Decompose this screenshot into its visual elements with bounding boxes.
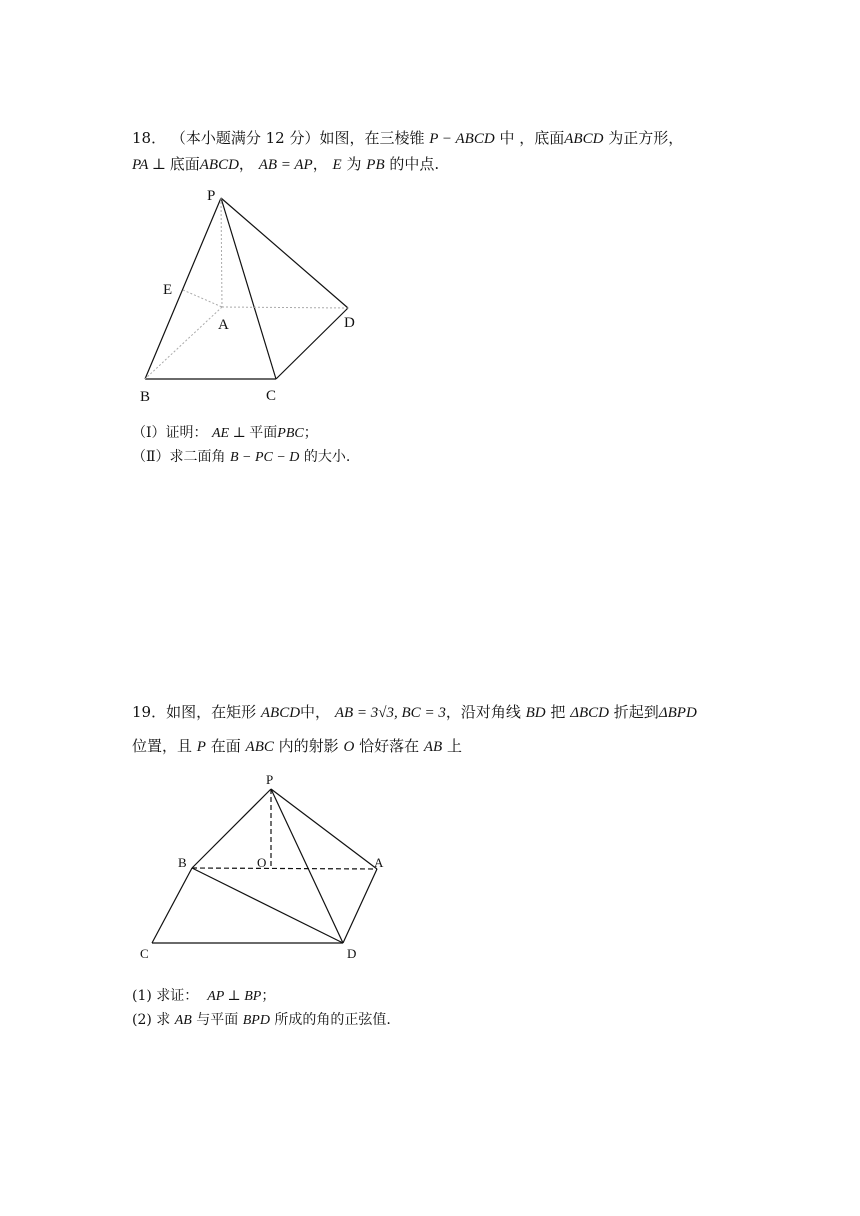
p19-label-p: P	[266, 772, 274, 787]
p19-p: P	[196, 739, 206, 755]
p19-ab: AB	[423, 739, 443, 755]
p18-square: 为正方形，	[608, 129, 684, 147]
p19-question-2	[132, 1010, 391, 1031]
p19-fold1: ，沿对角线	[445, 703, 521, 721]
p19-condition: AB = 3√3, BC = 3	[334, 705, 446, 721]
p19-pos1: 位置，且	[132, 737, 193, 755]
p19-label-b: B	[178, 855, 187, 870]
p18-pyramid-name: P − ABCD	[429, 131, 495, 147]
p19-pos3: 内的射影	[278, 737, 339, 755]
p19-q2-ab: AB	[174, 1013, 192, 1028]
p18-label-p: P	[207, 188, 216, 204]
p19-pos2: 在面	[210, 737, 241, 755]
p19-label-d: D	[347, 946, 357, 961]
p18-q2-end: 的大小.	[303, 449, 351, 465]
p18-q1-ae: AE ⊥	[211, 426, 250, 441]
p19-number: 19．如图，在矩形	[132, 703, 257, 721]
p19-q1-prefix: (1) 求证：	[132, 988, 199, 1004]
p18-q1-plane: 平面	[249, 425, 278, 441]
p19-label-o: O	[257, 855, 267, 870]
p18-pa-perp: PA ⊥	[132, 157, 170, 173]
p18-q1-end: ；	[303, 425, 318, 441]
p18-label-e: E	[163, 282, 173, 298]
p18-pb: PB	[366, 157, 385, 173]
p19-abc: ABC	[245, 739, 274, 755]
p19-q1-end: ；	[261, 988, 276, 1004]
p18-abcd-1: ABCD	[564, 131, 604, 147]
p18-zhong: 中 ，底面	[499, 129, 565, 147]
p19-fold2: 折起到	[613, 703, 659, 721]
p19-question-1	[132, 986, 275, 1007]
p18-label-d: D	[344, 315, 355, 331]
p19-q2-mid: 与平面	[196, 1012, 239, 1028]
p18-label-b: B	[140, 389, 151, 405]
p19-label-a: A	[374, 855, 384, 870]
p18-midpoint: 的中点.	[389, 155, 440, 173]
p18-comma2: ，	[312, 155, 328, 173]
p18-score-intro: （本小题满分 12 分）如图，在三棱锥	[170, 129, 425, 147]
p19-tri-bpd: ΔBPD	[658, 705, 697, 721]
p19-pos4: 恰好落在	[359, 737, 420, 755]
p19-o: O	[343, 739, 355, 755]
p19-q2-bpd: BPD	[242, 1013, 270, 1028]
p18-q1-prefix: （Ⅰ）证明：	[132, 425, 208, 441]
p19-tri-bcd: ΔBCD	[570, 705, 610, 721]
p19-pos5: 上	[447, 737, 463, 755]
p18-q2-prefix: （Ⅱ）求二面角	[132, 449, 226, 465]
p18-number: 18．	[132, 129, 167, 147]
p19-ba: 把	[550, 703, 566, 721]
p18-wei: 为	[346, 155, 362, 173]
p19-q1-expr: AP ⊥ BP	[207, 989, 262, 1004]
p18-q1-pbc: PBC	[277, 426, 304, 441]
p19-q2-end: 所成的角的正弦值.	[274, 1012, 391, 1028]
p19-q2-prefix: (2) 求	[132, 1012, 171, 1028]
p18-ab-eq-ap: AB = AP	[258, 157, 313, 173]
p18-comma1: ，	[238, 155, 254, 173]
p18-e: E	[332, 157, 342, 173]
p19-label-c: C	[140, 946, 149, 961]
p18-label-c: C	[266, 388, 277, 404]
p19-zhong: 中，	[300, 703, 331, 721]
p19-abcd: ABCD	[260, 705, 301, 721]
p18-abcd-2: ABCD	[199, 157, 239, 173]
p18-dimian: 底面	[169, 155, 200, 173]
p19-bd: BD	[525, 705, 546, 721]
p18-q2-angle: B − PC − D	[229, 450, 300, 465]
p18-label-a: A	[218, 317, 229, 333]
